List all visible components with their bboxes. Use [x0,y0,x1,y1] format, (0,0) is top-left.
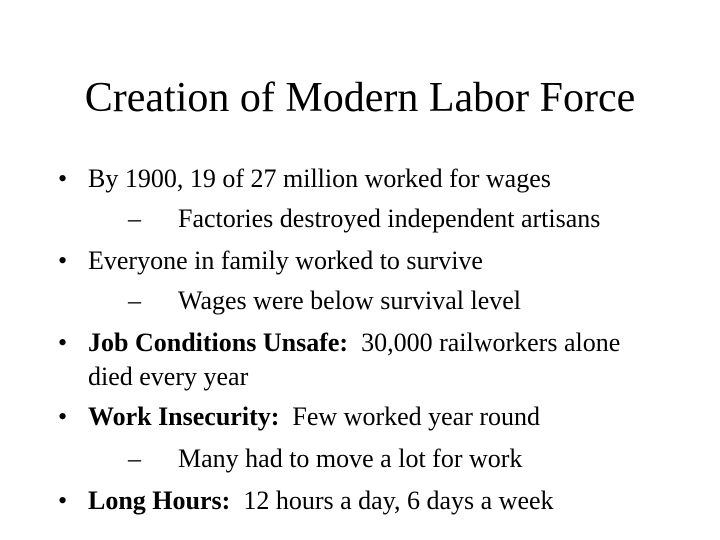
bullet-text [88,400,540,434]
bullet-text [88,484,554,518]
sub-bullet-text: Wages were below survival level [178,286,522,315]
bullet-icon: • [58,328,68,357]
bullet-icon: • [58,246,68,275]
bullet-text: Everyone in family worked to survive [88,246,483,275]
bullet-value: Few worked year round [292,402,541,431]
dash-icon: – [128,204,141,233]
bullet-text: By 1900, 19 of 27 million worked for wages [88,164,551,193]
bullet-icon: • [58,164,68,193]
bullet-label: Work Insecurity: [88,402,280,431]
slide-title: Creation of Modern Labor Force [84,75,636,121]
bullet-label: Job Conditions Unsafe: [88,328,349,357]
bullet-value: 30,000 railworkers alone [361,328,621,357]
bullet-value: 12 hours a day, 6 days a week [243,486,554,515]
bullet-text [88,326,620,360]
sub-bullet-text: Factories destroyed independent artisans [178,204,601,233]
bullet-text-continued: died every year [88,362,249,391]
dash-icon: – [128,444,141,473]
dash-icon: – [128,286,141,315]
bullet-icon: • [58,486,68,515]
bullet-icon: • [58,402,68,431]
bullet-label: Long Hours: [88,486,231,515]
sub-bullet-text: Many had to move a lot for work [178,444,523,473]
